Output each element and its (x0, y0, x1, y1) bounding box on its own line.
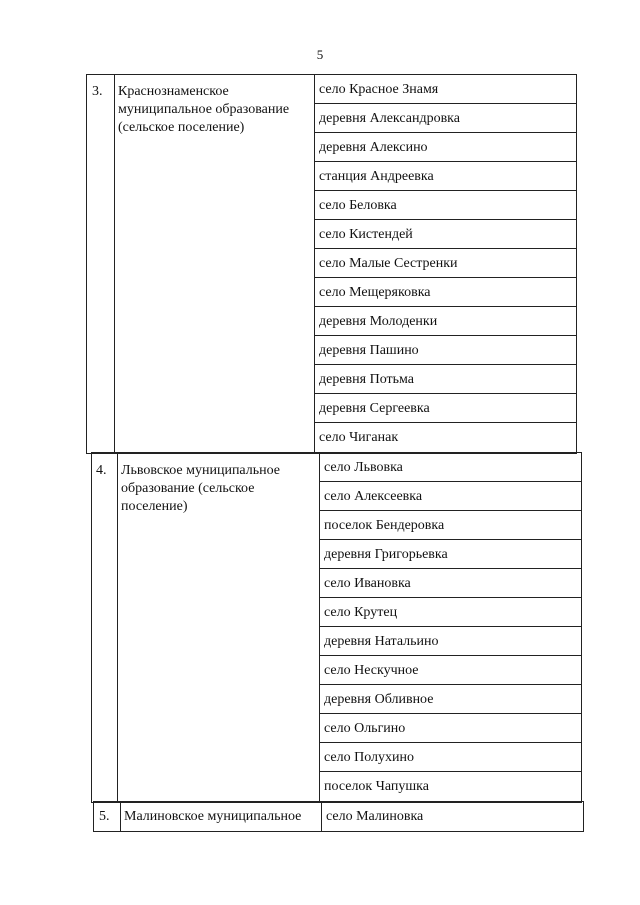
settlement-item: село Ольгино (320, 714, 581, 743)
settlement-list (315, 75, 576, 453)
settlement-item: село Львовка (320, 453, 581, 482)
section-table (86, 74, 577, 454)
settlement-list (322, 802, 583, 831)
section-number: 4. (96, 463, 107, 478)
settlement-item: село Малые Сестренки (315, 249, 576, 278)
settlement-item: село Малиновка (326, 809, 424, 824)
settlement-item: деревня Потьма (315, 365, 576, 394)
settlement-item: село Кистендей (315, 220, 576, 249)
settlement-item: станция Андреевка (315, 162, 576, 191)
settlement-item: село Чиганак (319, 430, 399, 445)
settlement-item: деревня Пашино (315, 336, 576, 365)
settlement-item: село Ивановка (320, 569, 581, 598)
settlement-list (320, 453, 581, 802)
settlement-item: деревня Алексино (315, 133, 576, 162)
settlement-item: село Нескучное (320, 656, 581, 685)
settlement-item: село Беловка (315, 191, 576, 220)
section-table (91, 452, 582, 803)
settlement-item: деревня Александровка (315, 104, 576, 133)
settlement-item: деревня Молоденки (315, 307, 576, 336)
municipality-name: Краснознаменское муниципальное образование (сельское поселение) (118, 84, 290, 135)
settlement-item: деревня Сергеевка (315, 394, 576, 423)
section-number: 5. (99, 809, 110, 824)
settlement-item: село Красное Знамя (315, 75, 576, 104)
municipality-name: Львовское муниципальное образование (сельское поселение) (121, 463, 281, 514)
settlement-item: деревня Обливное (320, 685, 581, 714)
settlement-item: поселок Бендеровка (320, 511, 581, 540)
settlement-item: село Алексеевка (320, 482, 581, 511)
settlement-item: деревня Натальино (320, 627, 581, 656)
section-number: 3. (92, 84, 103, 99)
settlement-item: село Крутец (320, 598, 581, 627)
page-number: 5 (316, 47, 324, 62)
settlement-item: деревня Григорьевка (320, 540, 581, 569)
municipality-name: Малиновское муниципальное (124, 809, 302, 824)
settlement-item: поселок Чапушка (324, 779, 429, 794)
settlement-item: село Полухино (320, 743, 581, 772)
section-table (93, 801, 584, 832)
settlement-item: село Мещеряковка (315, 278, 576, 307)
